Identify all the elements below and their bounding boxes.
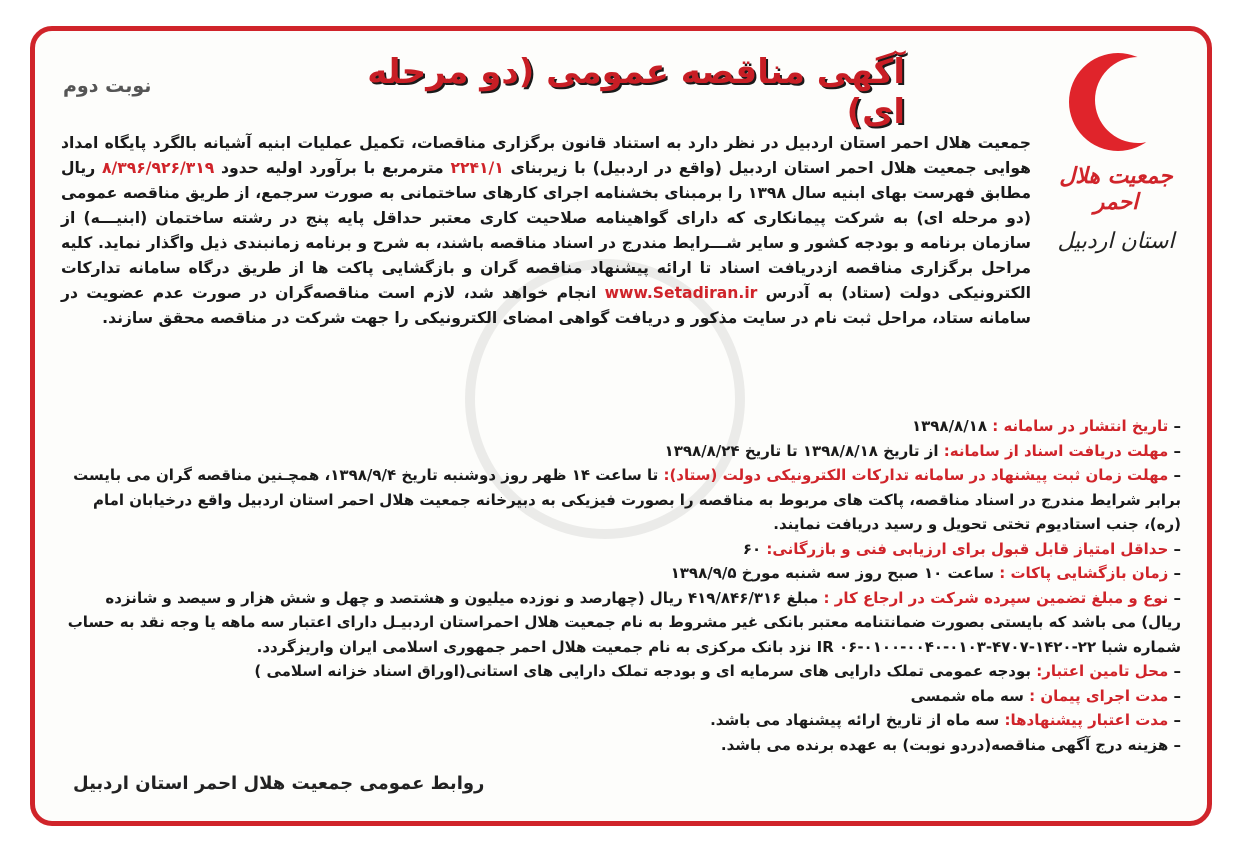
ad-frame: [30, 26, 1212, 826]
website-link[interactable]: www.Setadiran.ir: [604, 284, 758, 302]
intro-text-3: ریال مطابق فهرست بهای ابنیه سال ۱۳۹۸ را برمبنای بخشنامه اجرای کارهای ساختمانی به صورت سرجمع، از طریق مناقصه عمومی (دو مرحله ای) به شرکت پیمانکاری که دارای گواهینامه صلاحیت کاری معتبر حداقل پایه پنج در رشته ساختمان (ابنیـــه) از سازمان برنامه و بودجه کشور و سایر شـــرایط مندرج در اسناد مناقصه باشند، به شرح و برنامه زمانبندی ذیل واگذار نماید. کلیه مراحل برگزاری مناقصه ازدریافت اسناد تا ارائه پیشنهاد مناقصه گران و بازگشایی پاکت ها از طریق درگاه سامانه تدارکات الکترونیکی دولت (ستاد) به آدرس: [61, 159, 1031, 302]
list-item: – مدت اعتبار پیشنهادها: سه ماه از تاریخ ارائه پیشنهاد می باشد.: [710, 711, 1181, 729]
ad-content: [45, 39, 1197, 813]
intro-text-1: جمعیت هلال احمر استان اردبیل در نظر دارد به استناد قانون برگزاری مناقصات، تکمیل عملیات ابنیه آشیانه بالگرد پایگاه امداد هوایی جمعیت هلال احمر استان اردبیل (واقع در اردبیل) با زیربنای: [61, 134, 1031, 177]
amount-value: ۸/۳۹۶/۹۲۶/۳۱۹: [102, 159, 215, 177]
area-value: ۲۲۴۱/۱: [450, 159, 504, 177]
province-name: استان اردبیل: [1057, 229, 1175, 254]
list-item: – زمان بازگشایی پاکات : ساعت ۱۰ صبح روز سه شنبه مورخ ۱۳۹۸/۹/۵: [670, 564, 1181, 582]
round-badge: نوبت دوم: [63, 75, 152, 97]
terms-list: [61, 414, 1181, 757]
list-item: – مدت اجرای پیمان : سه ماه شمسی: [910, 686, 1181, 705]
intro-text-4: انجام خواهد شد، لازم است مناقصه‌گران در صورت عدم عضویت در سامانه ستاد، مراحل ثبت نام در سایت مذکور و دریافت گواهی امضای الکترونیکی را جهت شرکت در مناقصه محقق سازند.: [61, 284, 1031, 327]
list-item: – مهلت زمان ثبت پیشنهاد در سامانه تدارکات الکترونیکی دولت (ستاد): تا ساعت ۱۴ ظهر روز دوشنبه تاریخ ۱۳۹۸/۹/۴، همچـنین مناقصه گران می بایست برابر شرایط مندرج در اسناد مناقصه، پاکت های مربوط به مناقصه را بصورت فیزیکی به دبیرخانه جمعیت هلال احمر استان اردبیل واقع درخیابان امام (ره)، جنب استادیوم تختی تحویل و رسید دریافت نمایند.: [73, 466, 1181, 533]
intro-paragraph: [61, 131, 1181, 331]
list-item: – حداقل امتیاز قابل قبول برای ارزیابی فنی و بازرگانی: ۶۰: [742, 539, 1181, 558]
list-item: – تاریخ انتشار در سامانه : ۱۳۹۸/۸/۱۸: [911, 417, 1181, 435]
list-item: – مهلت دریافت اسناد از سامانه: از تاریخ ۱۳۹۸/۸/۱۸ تا تاریخ ۱۳۹۸/۸/۲۴: [664, 441, 1181, 460]
page-title: آگهی مناقصه عمومی (دو مرحله ای): [367, 52, 905, 132]
list-item: – نوع و مبلغ تضمین سپرده شرکت در ارجاع کار : مبلغ ۴۱۹/۸۴۶/۳۱۶ ریال (چهارصد و نوزده میلیون و هشتصد و چهل و شش هزار و سیصد و شانزده ریال) می باشد که بایستی بصورت ضمانتنامه معتبر بانکی غیر مشروط به نام جمعیت هلال احمراستان اردبیـل دارای اعتبار سه ماهه یا وجه نقد به حساب شماره شبا IR ۰۶-۰۱۰۰-۰۰۴۰-۰۱۰۳-۴۷۰۷-۱۴۲۰-۲۲ نزد بانک مرکزی به نام جمعیت هلال احمر جمهوری اسلامی ایران واریزگردد.: [67, 588, 1181, 656]
footer-signature: روابط عمومی جمعیت هلال احمر استان اردبیل: [73, 773, 485, 794]
list-item: – محل تامین اعتبار: بودجه عمومی تملک دارایی های سرمایه ای و بودجه تملک دارایی های استانی(اوراق اسناد خزانه اسلامی ): [254, 662, 1181, 680]
list-item: – هزینه درج آگهی مناقصه(دردو نوبت) به عهده برنده می باشد.: [720, 735, 1181, 754]
org-name: جمعیت هلال احمر: [1059, 163, 1173, 215]
intro-text-2: مترمربع با برآورد اولیه حدود: [221, 159, 444, 177]
